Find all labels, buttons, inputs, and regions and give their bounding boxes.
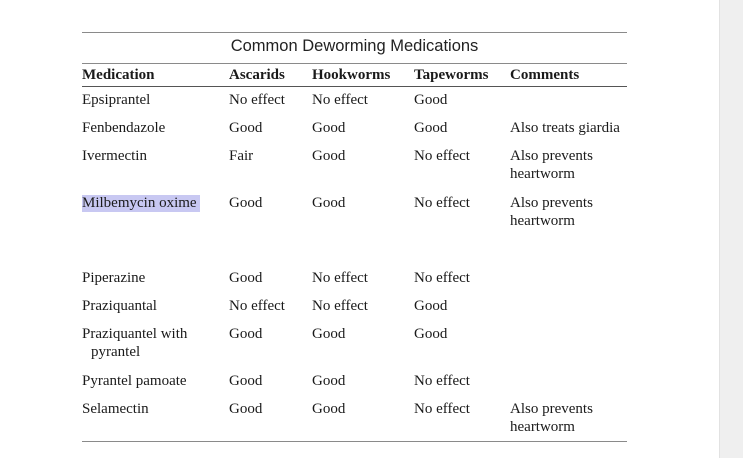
cell-ascarids: Good: [229, 326, 263, 342]
cell-hookworms: No effect: [312, 92, 368, 108]
cell-medication[interactable]: Praziquantal: [82, 298, 157, 314]
cell-tapeworms: No effect: [414, 148, 470, 164]
cell-comments: Also prevents heartworm: [510, 195, 593, 229]
cell-tapeworms: No effect: [414, 401, 470, 417]
cell-ascarids: Good: [229, 120, 263, 136]
cell-hookworms: Good: [312, 195, 346, 211]
cell-medication[interactable]: [82, 325, 222, 361]
cell-ascarids: No effect: [229, 92, 285, 108]
cell-ascarids: Good: [229, 270, 263, 286]
header-medication: Medication: [82, 67, 155, 83]
cell-medication[interactable]: Pyrantel pamoate: [82, 373, 187, 389]
cell-comments: Also treats giardia: [510, 120, 620, 136]
cell-hookworms: Good: [312, 373, 346, 389]
top-rule: [82, 32, 627, 33]
cell-ascarids: No effect: [229, 298, 285, 314]
vertical-scrollbar[interactable]: [719, 0, 743, 458]
cell-hookworms: Good: [312, 326, 346, 342]
table-title: Common Deworming Medications: [230, 37, 479, 55]
cell-hookworms: Good: [312, 148, 346, 164]
cell-medication[interactable]: [82, 194, 222, 212]
header-rule: [82, 86, 627, 87]
cell-ascarids: Good: [229, 401, 263, 417]
cell-medication[interactable]: Epsiprantel: [82, 92, 151, 108]
title-rule: [82, 63, 627, 64]
cell-comments: Also prevents heartworm: [510, 401, 593, 435]
bottom-rule: [82, 441, 627, 442]
cell-medication[interactable]: Selamectin: [82, 401, 149, 417]
medication-line-continued: pyrantel: [91, 344, 141, 360]
cell-hookworms: No effect: [312, 298, 368, 314]
header-row: [82, 67, 627, 87]
cell-ascarids: Good: [229, 373, 263, 389]
cell-tapeworms: Good: [414, 92, 448, 108]
cell-hookworms: Good: [312, 120, 346, 136]
cell-ascarids: Fair: [229, 148, 254, 164]
cell-tapeworms: No effect: [414, 195, 470, 211]
cell-medication[interactable]: Fenbendazole: [82, 120, 166, 136]
cell-medication[interactable]: Ivermectin: [82, 148, 147, 164]
cell-hookworms: No effect: [312, 270, 368, 286]
header-comments: Comments: [510, 67, 580, 83]
cell-tapeworms: Good: [414, 120, 448, 136]
medication-line: Praziquantel with: [82, 326, 188, 342]
header-hookworms: Hookworms: [312, 67, 391, 83]
header-ascarids: Ascarids: [229, 67, 285, 83]
cell-tapeworms: Good: [414, 298, 448, 314]
header-tapeworms: Tapeworms: [414, 67, 489, 83]
cell-tapeworms: No effect: [414, 373, 470, 389]
selected-text-highlight[interactable]: Milbemycin oxime: [82, 195, 200, 212]
cell-comments: Also prevents heartworm: [510, 148, 593, 182]
cell-tapeworms: Good: [414, 326, 448, 342]
cell-hookworms: Good: [312, 401, 346, 417]
cell-tapeworms: No effect: [414, 270, 470, 286]
cell-medication[interactable]: Piperazine: [82, 270, 146, 286]
cell-ascarids: Good: [229, 195, 263, 211]
